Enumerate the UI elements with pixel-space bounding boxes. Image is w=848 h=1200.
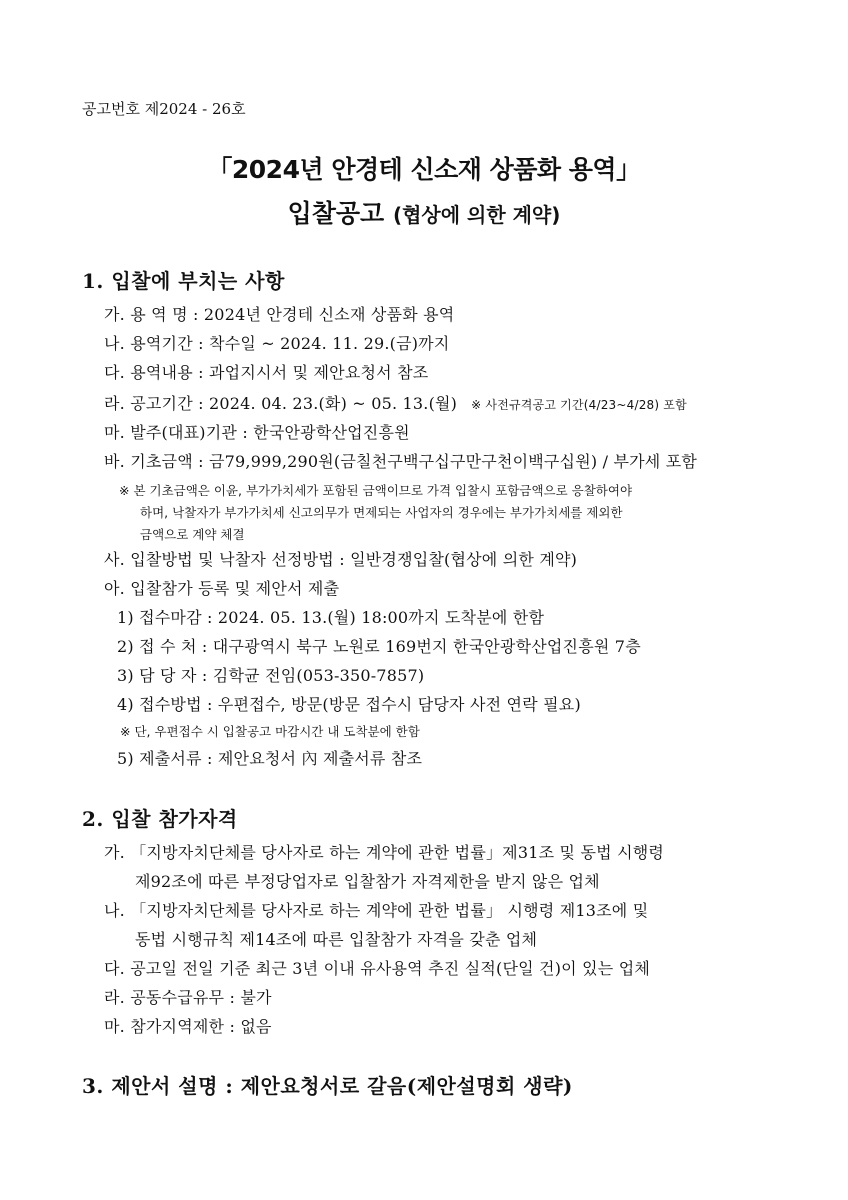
section2-line: 제92조에 따른 부정당업자로 입찰참가 자격제한을 받지 않은 업체 <box>135 872 600 891</box>
section3-heading: 3. 제안서 설명 : 제안요청서로 갈음(제안설명회 생략) <box>82 1074 573 1098</box>
submission-item: 5) 제출서류 : 제안요청서 內 제출서류 참조 <box>117 749 423 768</box>
section2-line: 동법 시행규칙 제14조에 따른 입찰참가 자격을 갖춘 업체 <box>135 930 538 949</box>
section1-item: 나. 용역기간 : 착수일 ~ 2024. 11. 29.(금)까지 <box>104 334 450 353</box>
period-note: ※ 사전규격공고 기간(4/23~4/28) 포함 <box>471 398 687 412</box>
section2-line: 가. 「지방자치단체를 당사자로 하는 계약에 관한 법률」제31조 및 동법 시행령 <box>104 843 665 862</box>
section2-line: 라. 공동수급유무 : 불가 <box>104 988 272 1007</box>
price-note-line: ※ 본 기초금액은 이윤, 부가가치세가 포함된 금액이므로 가격 입찰시 포함금액으로 응찰하여야 <box>119 483 633 498</box>
section2-line: 다. 공고일 전일 기준 최근 3년 이내 유사용역 추진 실적(단일 건)이 있는 업체 <box>104 959 651 978</box>
title-main: 입찰공고 <box>287 199 385 228</box>
section2-line: 나. 「지방자치단체를 당사자로 하는 계약에 관한 법률」 시행령 제13조에 및 <box>104 901 649 920</box>
submission-item: 2) 접 수 처 : 대구광역시 북구 노원로 169번지 한국안광학산업진흥원 7층 <box>117 637 641 656</box>
submission-item: 4) 접수방법 : 우편접수, 방문(방문 접수시 담당자 사전 연락 필요) <box>117 695 581 714</box>
section1-item: 아. 입찰참가 등록 및 제안서 제출 <box>104 579 340 598</box>
mail-note: ※ 단, 우편접수 시 입찰공고 마감시간 내 도착분에 한함 <box>120 724 420 739</box>
submission-item: 3) 담 당 자 : 김학균 전임(053-350-7857) <box>117 666 425 685</box>
submission-item: 1) 접수마감 : 2024. 05. 13.(월) 18:00까지 도착분에 한함 <box>117 608 545 627</box>
title-sub: (협상에 의한 계약) <box>392 203 561 227</box>
title-line-2 <box>0 194 848 230</box>
title-line-1: 「2024년 안경테 신소재 상품화 용역」 <box>207 155 641 184</box>
section2-line: 마. 참가지역제한 : 없음 <box>104 1017 272 1036</box>
section1-item <box>104 391 687 414</box>
section1-item: 사. 입찰방법 및 낙찰자 선정방법 : 일반경쟁입찰(협상에 의한 계약) <box>104 550 578 569</box>
section2-heading: 2. 입찰 참가자격 <box>82 807 238 831</box>
section1-heading: 1. 입찰에 부치는 사항 <box>82 269 285 293</box>
notice-number: 공고번호 제2024 - 26호 <box>82 100 246 118</box>
price-note-line: 금액으로 계약 체결 <box>140 527 245 542</box>
section1-item: 가. 용 역 명 : 2024년 안경테 신소재 상품화 용역 <box>104 305 455 324</box>
period-text: 라. 공고기간 : 2024. 04. 23.(화) ~ 05. 13.(월) <box>104 394 458 413</box>
section1-item: 바. 기초금액 : 금79,999,290원(금칠천구백구십구만구천이백구십원) / 부가세 포함 <box>104 452 698 471</box>
price-note-line: 하며, 낙찰자가 부가가치세 신고의무가 면제되는 사업자의 경우에는 부가가치세를 제외한 <box>140 505 623 520</box>
section1-item: 다. 용역내용 : 과업지시서 및 제안요청서 참조 <box>104 363 429 382</box>
section1-item: 마. 발주(대표)기관 : 한국안광학산업진흥원 <box>104 423 410 442</box>
